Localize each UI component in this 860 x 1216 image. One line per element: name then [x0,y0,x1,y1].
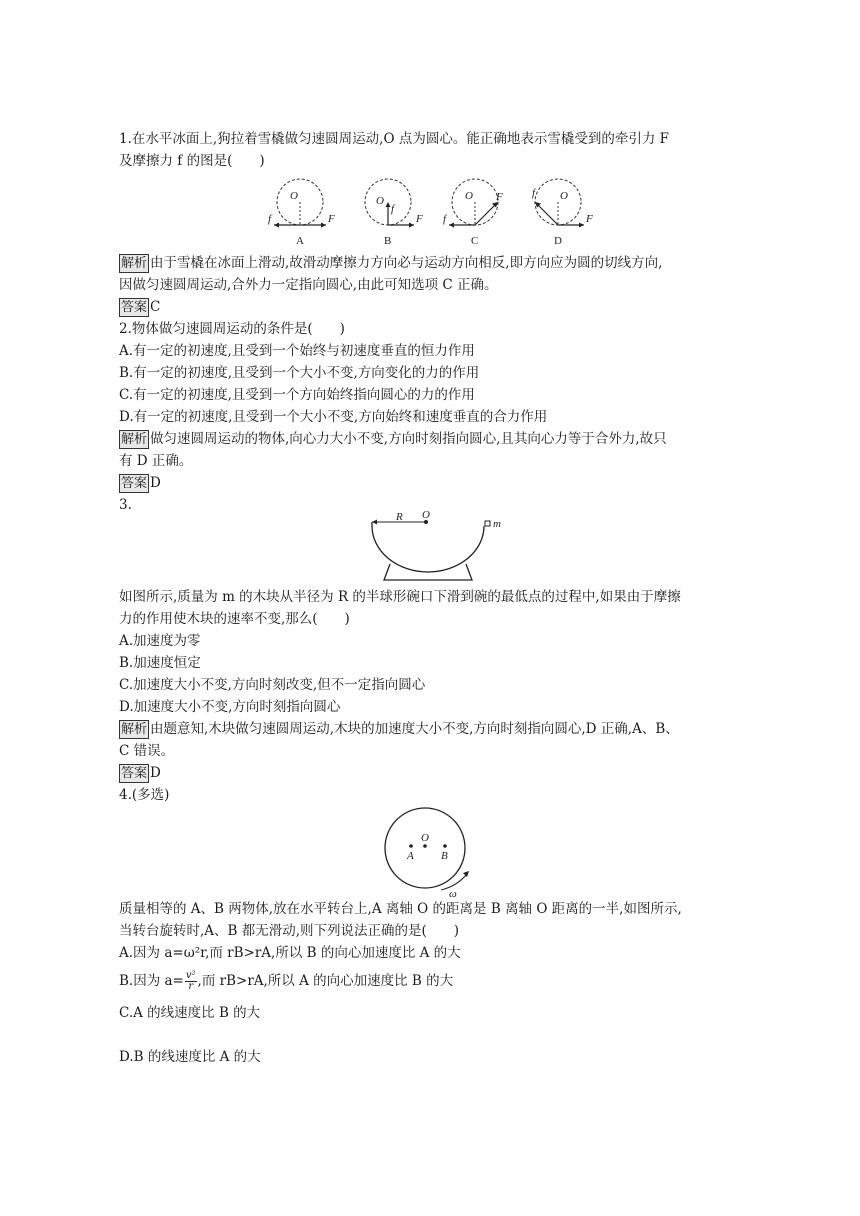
q4-option-c: C.A 的线速度比 B 的大 [119,1005,261,1021]
q1-option-c-diagram [443,179,503,247]
analysis-tag: 解析 [121,432,148,447]
q1-stem-line2: 及摩擦力 f 的图是( ) [119,153,265,169]
q3-option-c: C.加速度大小不变,方向时刻改变,但不一定指向圆心 [119,677,426,693]
q2-option-a: A.有一定的初速度,且受到一个始终与初速度垂直的恒力作用 [119,343,475,359]
worksheet [119,128,741,1068]
q1-stem-line1: 1.在水平冰面上,狗拉着雪橇做匀速圆周运动,O 点为圆心。能正确地表示雪橇受到的牵引力 F [119,131,669,147]
svg-text:O: O [290,190,298,202]
q3-option-b: B.加速度恒定 [119,655,201,671]
q3-answer: 答案 D [121,765,161,781]
svg-text:F: F [586,213,593,225]
svg-text:f: f [268,213,272,225]
q2-analysis-line1: 解析 做匀速圆周运动的物体,向心力大小不变,方向时刻指向圆心,且其向心力等于合外力,故只 [121,431,667,447]
q1-analysis-line1: 解析 由于雪橇在冰面上滑动,故滑动摩擦力方向必与运动方向相反,即方向应为圆的切线方向, [121,255,663,271]
q3-number: 3. [119,497,132,513]
q1-figure [260,172,600,252]
svg-text:m: m [493,518,501,530]
q2-stem: 2.物体做匀速圆周运动的条件是( ) [119,321,345,337]
q2-option-d: D.有一定的初速度,且受到一个大小不变,方向始终和速度垂直的合力作用 [119,409,548,425]
answer-tag: 答案 [121,476,148,491]
q2-analysis-line2: 有 D 正确。 [119,453,193,469]
svg-text:f: f [443,213,447,225]
q3-option-d: D.加速度大小不变,方向时刻指向圆心 [119,699,341,715]
svg-text:F: F [328,213,335,225]
svg-text:ω: ω [449,888,457,900]
q3-analysis-line1: 解析 由题意知,木块做匀速圆周运动,木块的加速度大小不变,方向时刻指向圆心,D 正确,A、B、 [121,721,679,737]
q1-answer: 答案 C [121,299,161,315]
q1-option-b-diagram [365,179,423,247]
svg-text:O: O [376,195,384,207]
q2-option-c: C.有一定的初速度,且受到一个方向始终指向圆心的力的作用 [119,387,475,403]
q4-option-d: D.B 的线速度比 A 的大 [119,1049,261,1065]
svg-text:C: C [471,235,479,247]
q1-option-d-diagram [532,179,593,247]
q3-stem-line2: 力的作用使木块的速率不变,那么( ) [119,611,350,627]
fraction-v2-over-r: $\frac{\text{v²}}{r}$ [185,970,196,992]
q4-option-a: A.因为 a=ω²r,而 rB>rA,所以 B 的向心加速度比 A 的大 [119,945,461,961]
svg-text:f: f [532,187,536,199]
svg-text:O: O [421,832,429,844]
svg-text:O: O [422,509,430,521]
q3-bowl-figure [360,509,501,586]
q2-answer: 答案 D [121,475,161,491]
svg-text:O: O [465,190,473,202]
svg-text:A: A [296,235,304,247]
svg-text:B: B [384,235,392,247]
q4-option-b: B.因为 a= $\frac{\text{v²}}{r}$ ,而 rB>rA,所以 A 的向心加速度比 B 的大 [119,970,454,992]
q4-stem-line1: 质量相等的 A、B 两物体,放在水平转台上,A 离轴 O 的距离是 B 离轴 O 距离的一半,如图所示, [119,901,682,917]
q3-stem-line1: 如图所示,质量为 m 的木块从半径为 R 的半球形碗口下滑到碗的最低点的过程中,如果由于摩擦 [119,589,681,605]
q4-stem-line2: 当转台旋转时,A、B 都无滑动,则下列说法正确的是( ) [119,923,460,939]
analysis-tag: 解析 [121,722,148,737]
svg-text:F: F [416,213,423,225]
q3-option-a: A.加速度为零 [119,633,201,649]
q4-turntable-figure [375,806,485,898]
svg-text:B: B [441,850,448,862]
svg-text:F: F [496,191,503,203]
svg-text:O: O [560,190,568,202]
q3-analysis-line2: C 错误。 [119,743,175,759]
q2-option-b: B.有一定的初速度,且受到一个大小不变,方向变化的力的作用 [119,365,480,381]
analysis-tag: 解析 [121,256,148,271]
svg-text:f: f [391,203,395,215]
answer-tag: 答案 [121,300,148,315]
svg-text:R: R [396,511,403,523]
svg-text:D: D [554,235,562,247]
q1-analysis-line2: 因做匀速圆周运动,合外力一定指向圆心,由此可知选项 C 正确。 [119,277,498,293]
q4-number: 4.(多选) [119,787,170,803]
q1-option-a-diagram [268,179,335,247]
svg-text:A: A [407,850,414,862]
answer-tag: 答案 [121,766,148,781]
